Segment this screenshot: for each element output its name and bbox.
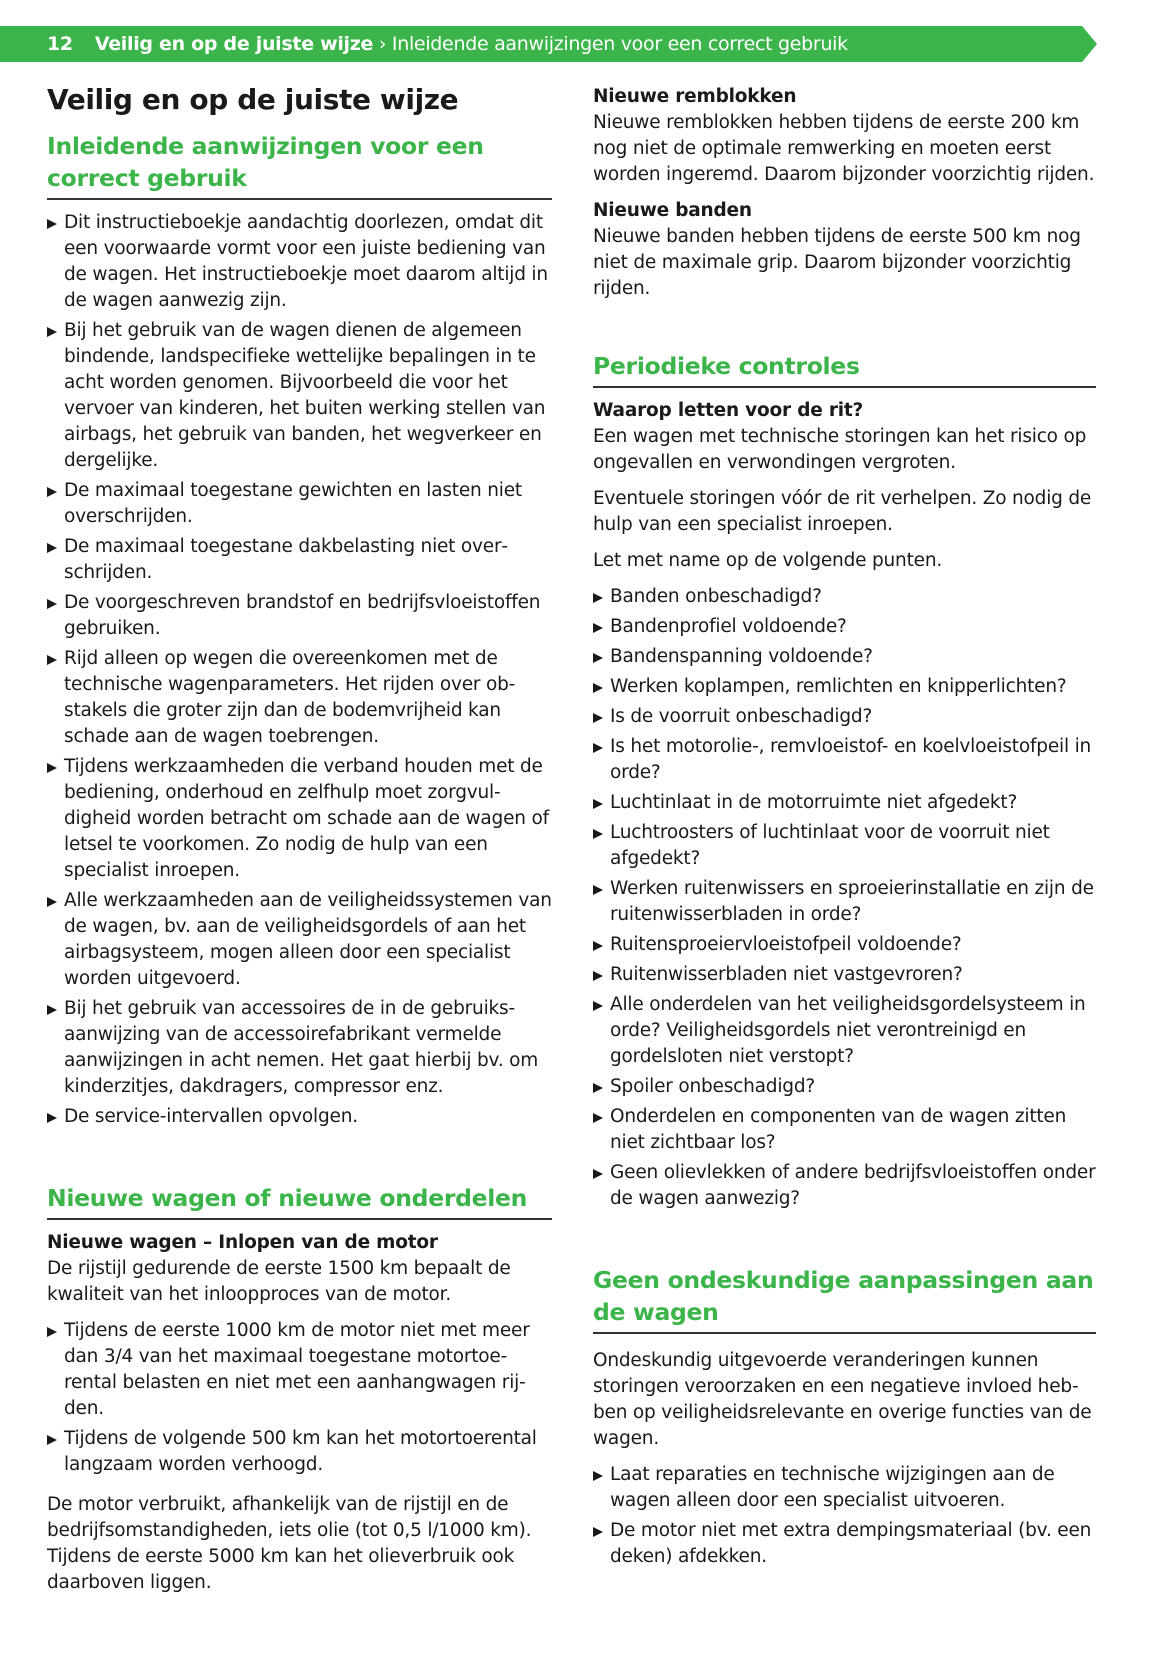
list-item: Bandenspanning voldoende? [593,644,1096,670]
subhead-running-in: Nieuwe wagen – Inlopen van de motor [47,1232,438,1253]
list-item: Laat reparaties en technische wijzigingen aan de wagen alleen door een specialist uitvoeren. [593,1462,1096,1514]
triangle-bullet-icon [47,599,57,609]
section-title-modifications: Geen ondeskundige aanpassingen aan de wagen [593,1264,1096,1334]
list-item: Tijdens werkzaamheden die verband houden met de bediening, onderhoud en zelfhulp moet zorgvuldigheid worden betracht om schade aan de wagen of letsel te voorkomen. Zo nodig de hulp van een specialist inroepen. [47,754,552,884]
list-item: Dit instructieboekje aandachtig doorlezen, omdat dit een voorwaarde vormt voor een juiste bediening van de wagen. Het instructieboekje moet daarom altijd in de wagen aanwezig zijn. [47,210,552,314]
left-column [47,82,552,1596]
list-item: Tijdens de volgende 500 km kan het motortoerental langzaam worden verhoogd. [47,1426,552,1478]
list-item: Spoiler onbeschadigd? [593,1074,1096,1100]
triangle-bullet-icon [47,1005,57,1015]
breadcrumb-separator-icon: › [373,33,392,55]
periodic-para-3: Let met name op de volgende punten. [593,550,943,571]
triangle-bullet-icon [593,885,603,895]
list-item: Onderdelen en componenten van de wagen zitten niet zichtbaar los? [593,1104,1096,1156]
triangle-bullet-icon [593,743,603,753]
list-item: Bij het gebruik van de wagen dienen de algemeen bindende, landspecifieke wettelijke bepalingen in te acht worden genomen. Bijvoorbeeld die voor het vervoer van kinderen, het buiten werking stellen van airbags, het gebruik van banden, het wegverkeer en dergelijke. [47,318,552,474]
list-item: Is het motorolie-, remvloeistof- en koelvloeistofpeil in orde? [593,734,1096,786]
list-item: Banden onbeschadigd? [593,584,1096,610]
triangle-bullet-icon [47,897,57,907]
checklist [593,584,1096,1212]
section-title-periodic: Periodieke controles [593,350,1096,388]
periodic-para-2: Eventuele storingen vóór de rit verhelpen. Zo nodig de hulp van een specialist inroepen. [593,488,1092,535]
triangle-bullet-icon [593,1001,603,1011]
periodic-para-1: Een wagen met technische storingen kan het risico op ongevallen en verwondingen vergroten. [593,426,1087,473]
triangle-bullet-icon [47,1327,57,1337]
triangle-bullet-icon [593,1471,603,1481]
triangle-bullet-icon [593,1527,603,1537]
list-item: Tijdens de eerste 1000 km de motor niet met meer dan 3/4 van het maximaal toegestane motortoerental belasten en niet met een aanhangwagen rijden. [47,1318,552,1422]
running-in-bullet-list [47,1318,552,1478]
list-item: Luchtroosters of luchtinlaat voor de voorruit niet afgedekt? [593,820,1096,872]
triangle-bullet-icon [593,653,603,663]
triangle-bullet-icon [593,1083,603,1093]
list-item: Is de voorruit onbeschadigd? [593,704,1096,730]
triangle-bullet-icon [593,799,603,809]
subhead-before-trip: Waarop letten voor de rit? [593,400,864,421]
modifications-bullet-list [593,1462,1096,1570]
list-item: Ruitensproeiervloeistofpeil voldoende? [593,932,1096,958]
list-item: De maximaal toegestane gewichten en lasten niet overschrijden. [47,478,552,530]
triangle-bullet-icon [47,543,57,553]
triangle-bullet-icon [47,327,57,337]
list-item: De voorgeschreven brandstof en bedrijfsvloeistoffen gebruiken. [47,590,552,642]
triangle-bullet-icon [593,623,603,633]
triangle-bullet-icon [593,593,603,603]
breadcrumb-chapter: Veilig en op de juiste wijze [94,33,374,55]
breadcrumb-section: Inleidende aanwijzingen voor een correct gebruik [391,33,848,55]
triangle-bullet-icon [593,829,603,839]
list-item: De maximaal toegestane dakbelasting niet overschrijden. [47,534,552,586]
list-item: Alle werkzaamheden aan de veiligheidssystemen van de wagen, bv. aan de veiligheidsgordels of aan het airbagsysteem, mogen alleen door een specialist worden uitgevoerd. [47,888,552,992]
section-title-intro: Inleidende aanwijzingen voor een correct gebruik [47,130,552,200]
list-item: Alle onderdelen van het veiligheidsgordelsysteem in orde? Veiligheidsgordels niet verontreinigd en gordelsloten niet verstopt? [593,992,1096,1070]
list-item: Rijd alleen op wegen die overeenkomen met de technische wagenparameters. Het rijden over obstakels die groter zijn dan de bodemvrijheid kan schade aan de wagen toebrengen. [47,646,552,750]
triangle-bullet-icon [47,487,57,497]
subhead-brake-pads: Nieuwe remblokken [593,86,797,107]
running-in-intro: De rijstijl gedurende de eerste 1500 km bepaalt de kwaliteit van het inloopproces van de motor. [47,1258,511,1305]
modifications-text: Ondeskundig uitgevoerde veranderingen kunnen storingen veroorzaken en een negatieve invloed hebben op veiligheidsrelevante en overige functies van de wagen. [593,1350,1092,1449]
brake-pads-text: Nieuwe remblokken hebben tijdens de eerste 200 km nog niet de optimale remwerking en moeten eerst worden ingeremd. Daarom bijzonder voorzichtig rijden. [593,112,1095,185]
intro-bullet-list [47,210,552,1130]
triangle-bullet-icon [593,941,603,951]
right-column [593,84,1096,1574]
list-item: Werken ruitenwissers en sproeierinstallatie en zijn de ruitenwisserbladen in orde? [593,876,1096,928]
list-item: Werken koplampen, remlichten en knipperlichten? [593,674,1096,700]
tyres-text: Nieuwe banden hebben tijdens de eerste 500 km nog niet de maximale grip. Daarom bijzonder voorzichtig rijden. [593,226,1081,299]
triangle-bullet-icon [47,1113,57,1123]
triangle-bullet-icon [47,219,57,229]
list-item: Luchtinlaat in de motorruimte niet afgedekt? [593,790,1096,816]
header-breadcrumb [47,26,848,62]
subhead-tyres: Nieuwe banden [593,200,752,221]
list-item: Bij het gebruik van accessoires de in de gebruiksaanwijzing van de accessoirefabrikant vermelde aanwijzingen in acht nemen. Het gaat hierbij bv. om kinderzitjes, dakdragers, compressor enz. [47,996,552,1100]
triangle-bullet-icon [47,763,57,773]
triangle-bullet-icon [593,713,603,723]
triangle-bullet-icon [593,1169,603,1179]
list-item: De motor niet met extra dempingsmateriaal (bv. een deken) afdekken. [593,1518,1096,1570]
page-title: Veilig en op de juiste wijze [47,83,459,116]
section-title-new-car: Nieuwe wagen of nieuwe onderdelen [47,1182,552,1220]
triangle-bullet-icon [593,971,603,981]
list-item: Geen olievlekken of andere bedrijfsvloeistoffen onder de wagen aanwezig? [593,1160,1096,1212]
triangle-bullet-icon [593,1113,603,1123]
oil-consumption-text: De motor verbruikt, afhankelijk van de rijstijl en de bedrijfsomstandigheden, iets olie (tot 0,5 l/1000 km). Tijdens de eerste 5000 km kan het olieverbruik ook daarboven liggen. [47,1494,532,1593]
triangle-bullet-icon [47,655,57,665]
list-item: De service-intervallen opvolgen. [47,1104,552,1130]
list-item: Ruitenwisserbladen niet vastgevroren? [593,962,1096,988]
triangle-bullet-icon [47,1435,57,1445]
list-item: Bandenprofiel voldoende? [593,614,1096,640]
triangle-bullet-icon [593,683,603,693]
page-number: 12 [47,33,73,55]
